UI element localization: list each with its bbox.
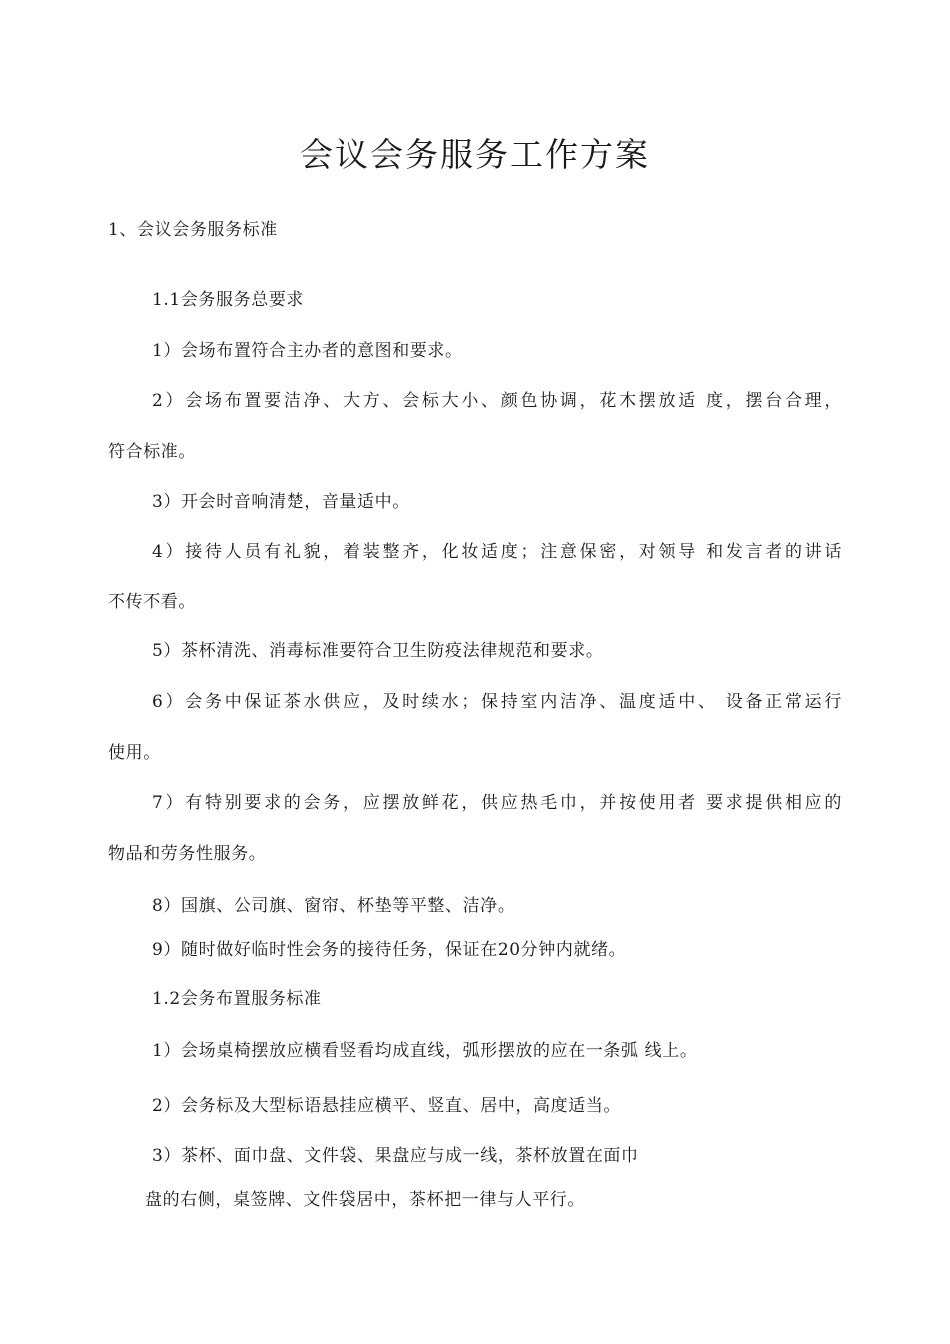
list-item-line: 1）会场桌椅摆放应横看竖看均成直线，弧形摆放的应在一条弧 线上。 [152, 1041, 698, 1061]
section-heading: 1、会议会务服务标准 [108, 220, 278, 240]
list-item-line: 4）接待人员有礼貌，着装整齐，化妆适度；注意保密，对领导 和发言者的讲话 [152, 542, 842, 562]
subsection-heading: 1.2会务布置服务标准 [152, 989, 322, 1009]
list-item-line: 2）会务标及大型标语悬挂应横平、竖直、居中，高度适当。 [152, 1096, 622, 1116]
list-item-continuation: 物品和劳务性服务。 [108, 844, 267, 864]
subsection-heading: 1.1会务服务总要求 [152, 290, 305, 310]
list-item-line: 2）会场布置要洁净、大方、会标大小、颜色协调，花木摆放适 度，摆台合理， [152, 391, 842, 411]
list-item-line: 1）会场布置符合主办者的意图和要求。 [152, 341, 463, 361]
list-item-continuation: 使用。 [108, 743, 161, 763]
document-title: 会议会务服务工作方案 [300, 135, 650, 174]
list-item-line: 9）随时做好临时性会务的接待任务，保证在20分钟内就绪。 [152, 940, 627, 960]
list-item-line: 6）会务中保证茶水供应，及时续水；保持室内洁净、温度适中、 设备正常运行 [152, 692, 842, 712]
list-item-line: 7）有特别要求的会务，应摆放鲜花，供应热毛巾，并按使用者 要求提供相应的 [152, 793, 842, 813]
list-item-line: 3）开会时音响清楚，音量适中。 [152, 492, 410, 512]
list-item-continuation: 盘的右侧，桌签牌、文件袋居中，茶杯把一律与人平行。 [145, 1190, 585, 1210]
list-item-line: 3）茶杯、面巾盘、文件袋、果盘应与成一线，茶杯放置在面巾 [152, 1146, 639, 1166]
list-item-continuation: 不传不看。 [108, 592, 196, 612]
list-item-continuation: 符合标准。 [108, 442, 196, 462]
list-item-line: 8）国旗、公司旗、窗帘、杯垫等平整、洁净。 [152, 896, 516, 916]
list-item-line: 5）茶杯清洗、消毒标准要符合卫生防疫法律规范和要求。 [152, 641, 604, 661]
